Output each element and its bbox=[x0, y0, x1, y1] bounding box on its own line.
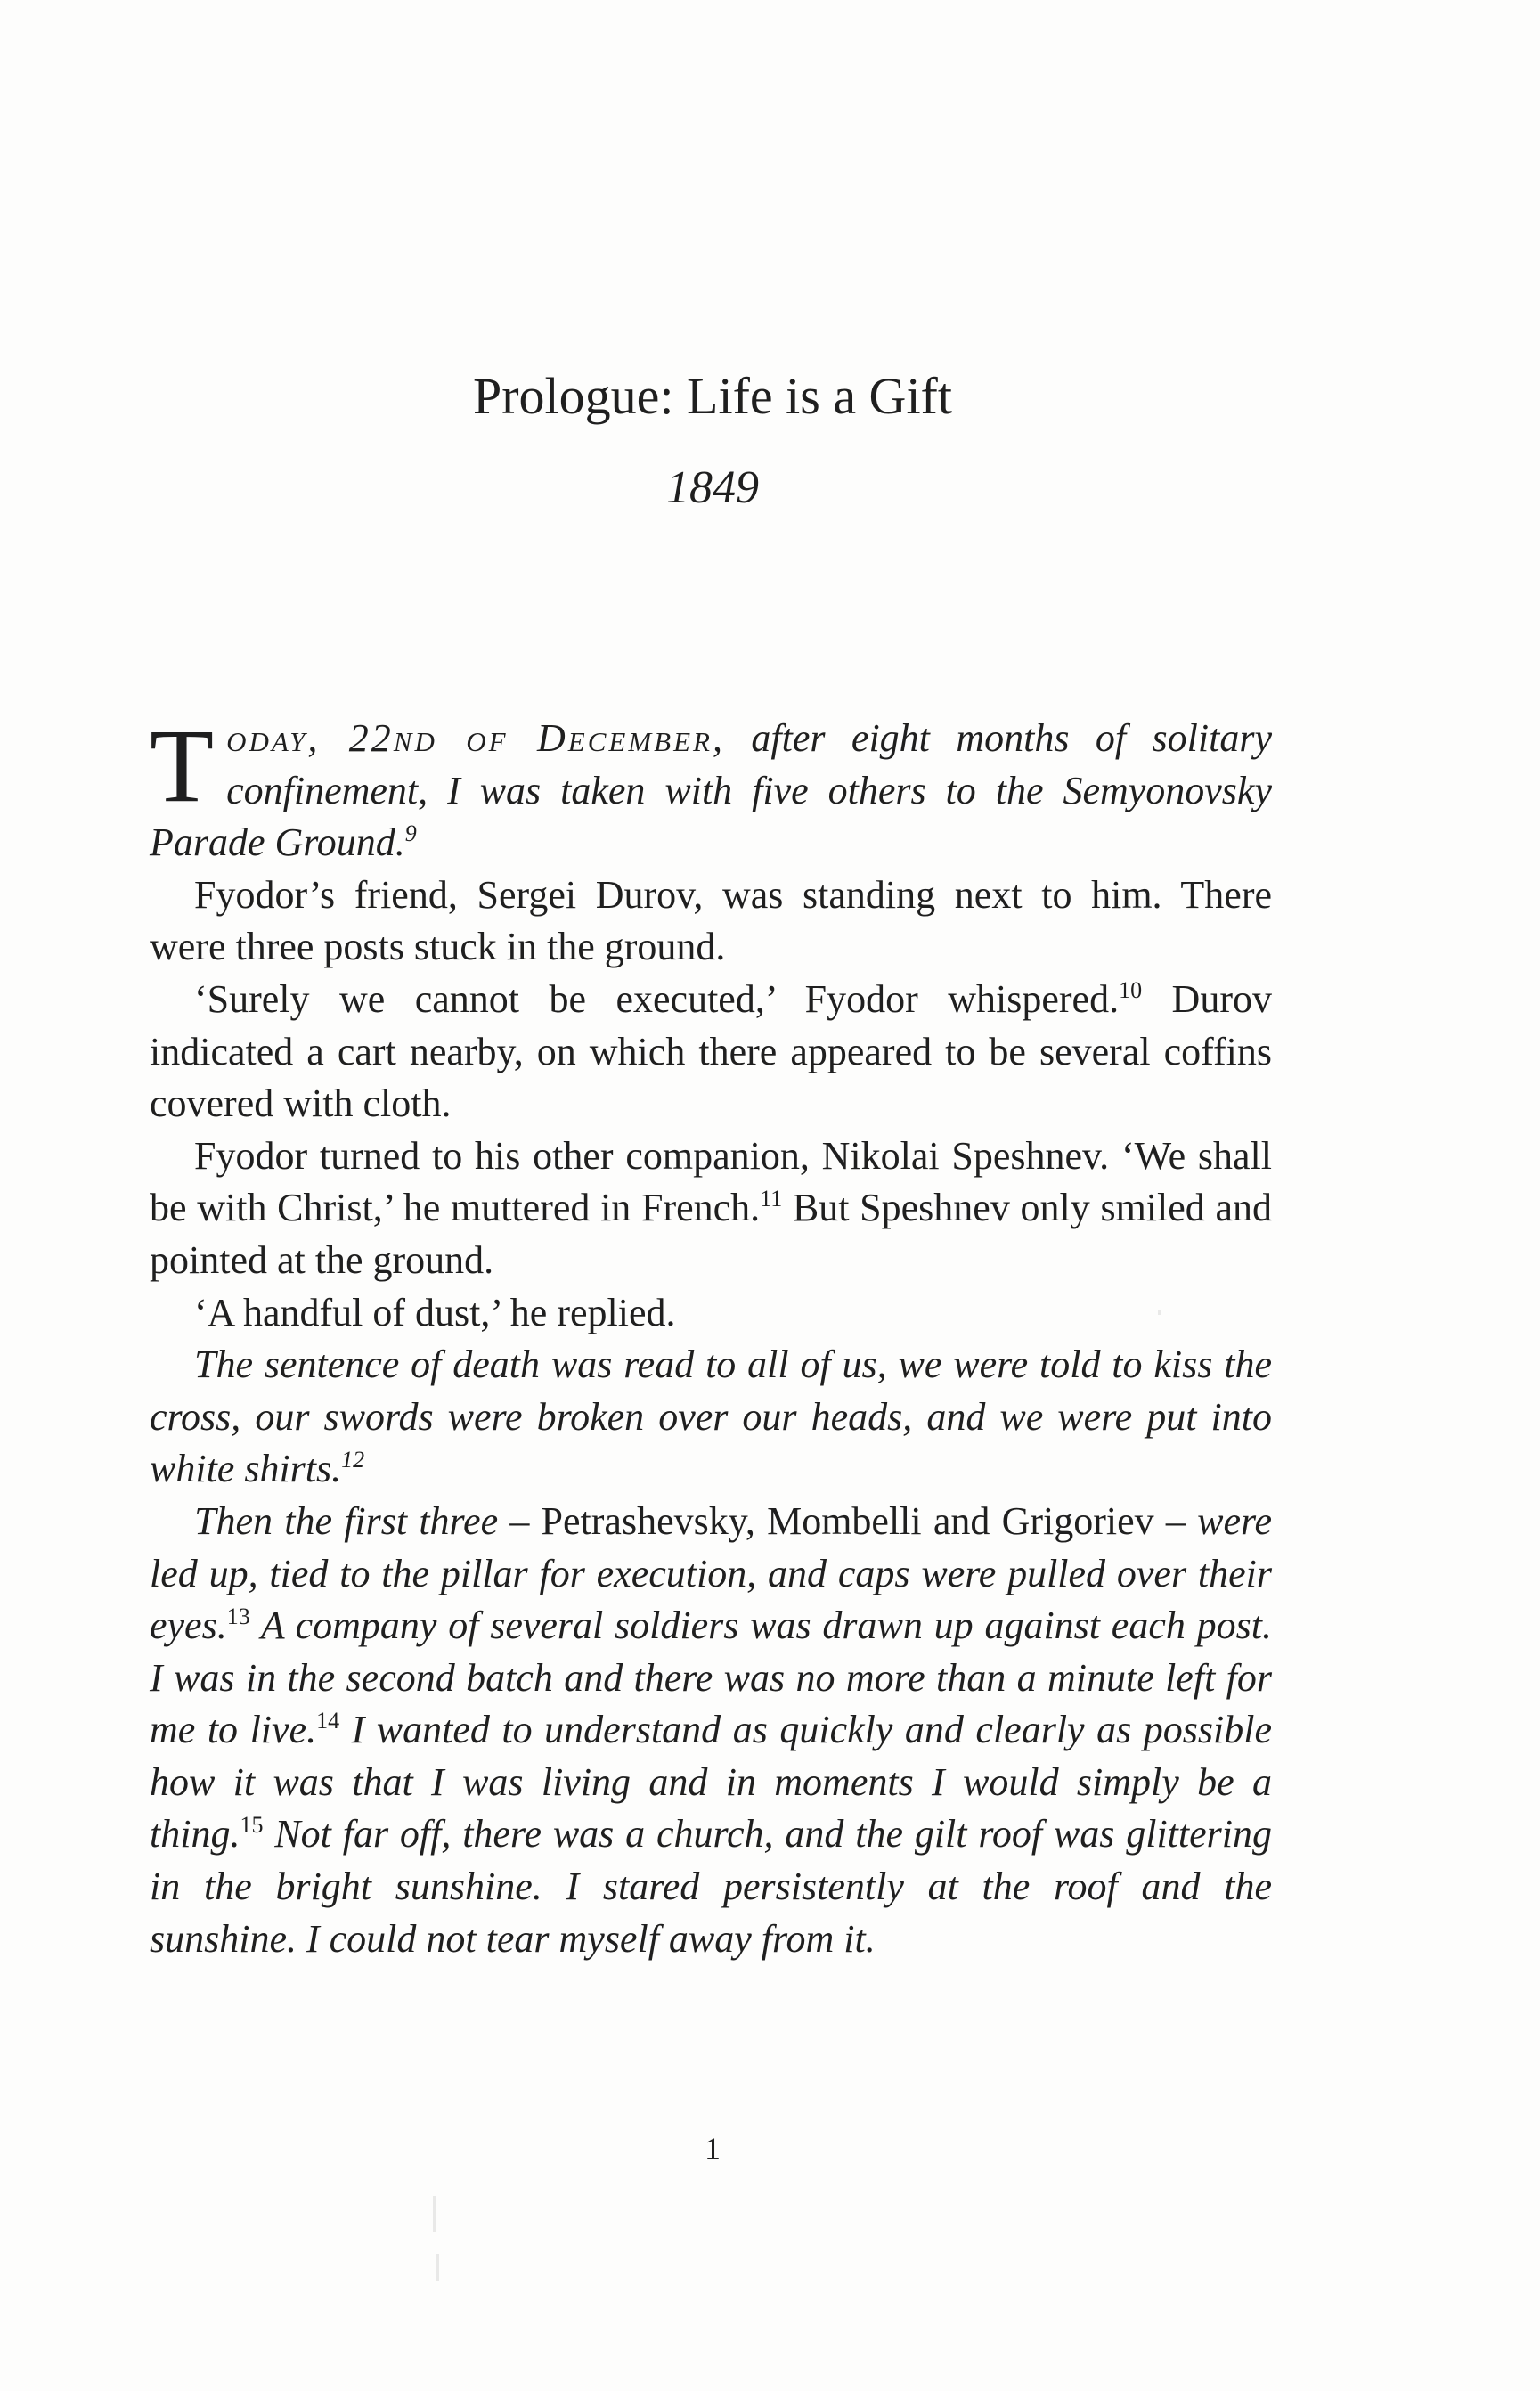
footnote-ref-15: 15 bbox=[240, 1812, 264, 1839]
paragraph-3 bbox=[150, 974, 1272, 1130]
paragraph-4 bbox=[150, 1130, 1272, 1287]
chapter-year: 1849 bbox=[666, 462, 759, 513]
chapter-title: Prologue: Life is a Gift bbox=[472, 367, 952, 425]
paragraph-3-text-a: ‘Surely we cannot be executed,’ Fyodor whispered. bbox=[194, 976, 1120, 1021]
body-text bbox=[150, 707, 1272, 1965]
opening-small-caps: oday, 22nd of December, bbox=[226, 716, 725, 760]
scan-mark bbox=[433, 2196, 436, 2232]
footnote-ref-11: 11 bbox=[760, 1186, 783, 1212]
footnote-ref-12: 12 bbox=[341, 1447, 365, 1473]
paragraph-2 bbox=[150, 869, 1272, 974]
paragraph-3-text-b: Durov indicated a cart nearby, on which there appeared to be several coffins covered with cloth. bbox=[150, 976, 1272, 1126]
paragraph-5 bbox=[150, 1287, 1272, 1340]
paragraph-7-italic-e: Not far off, there was a church, and the gilt roof was glittering in the bright sunshine. I stared persistently at the roof and the sunshine. I could not tear myself away from it. bbox=[150, 1812, 1272, 1961]
paragraph-7-italic-d: I wanted to understand as quickly and clearly as possible how it was that I was living and in moments I would simply be a thing. bbox=[150, 1708, 1272, 1856]
footnote-ref-9: 9 bbox=[404, 820, 417, 847]
paragraph-6-text: The sentence of death was read to all of us, we were told to kiss the cross, our swords were broken over our heads, and we were put into white shirts. bbox=[150, 1342, 1272, 1491]
footnote-ref-13: 13 bbox=[226, 1604, 250, 1630]
page-number: 1 bbox=[705, 2131, 721, 2167]
drop-cap: T bbox=[150, 707, 215, 824]
paragraph-7-italic-c: A company of several soldiers was drawn up against each post. I was in the second batch and there was no more than a minute left for me to live. bbox=[150, 1604, 1272, 1752]
scan-mark bbox=[436, 2254, 439, 2281]
scan-mark bbox=[1158, 1310, 1161, 1315]
paragraph-6 bbox=[150, 1339, 1272, 1496]
paragraph-opening bbox=[150, 707, 1272, 869]
paragraph-7-roman-a: – Petrashevsky, Mombelli and Grigoriev – bbox=[498, 1498, 1198, 1543]
paragraph-opening-text: after eight months of solitary confinement, I was taken with five others to the Semyonovsky Parade Ground. bbox=[150, 716, 1272, 865]
paragraph-5-text: ‘A handful of dust,’ he replied. bbox=[194, 1290, 676, 1334]
footnote-ref-14: 14 bbox=[316, 1708, 340, 1734]
paragraph-4-text-a: Fyodor turned to his other companion, Nikolai Speshnev. ‘We shall be with Christ,’ he muttered in French. bbox=[150, 1133, 1272, 1230]
footnote-ref-10: 10 bbox=[1119, 976, 1143, 1003]
paragraph-2-text: Fyodor’s friend, Sergei Durov, was standing next to him. There were three posts stuck in the ground. bbox=[150, 872, 1272, 969]
paragraph-7-italic-b: were led up, tied to the pillar for execution, and caps were pulled over their eyes. bbox=[150, 1498, 1272, 1648]
paragraph-7-italic-a: Then the first three bbox=[194, 1498, 499, 1543]
paragraph-4-text-b: But Speshnev only smiled and pointed at the ground. bbox=[150, 1186, 1272, 1282]
paragraph-7 bbox=[150, 1496, 1272, 1965]
